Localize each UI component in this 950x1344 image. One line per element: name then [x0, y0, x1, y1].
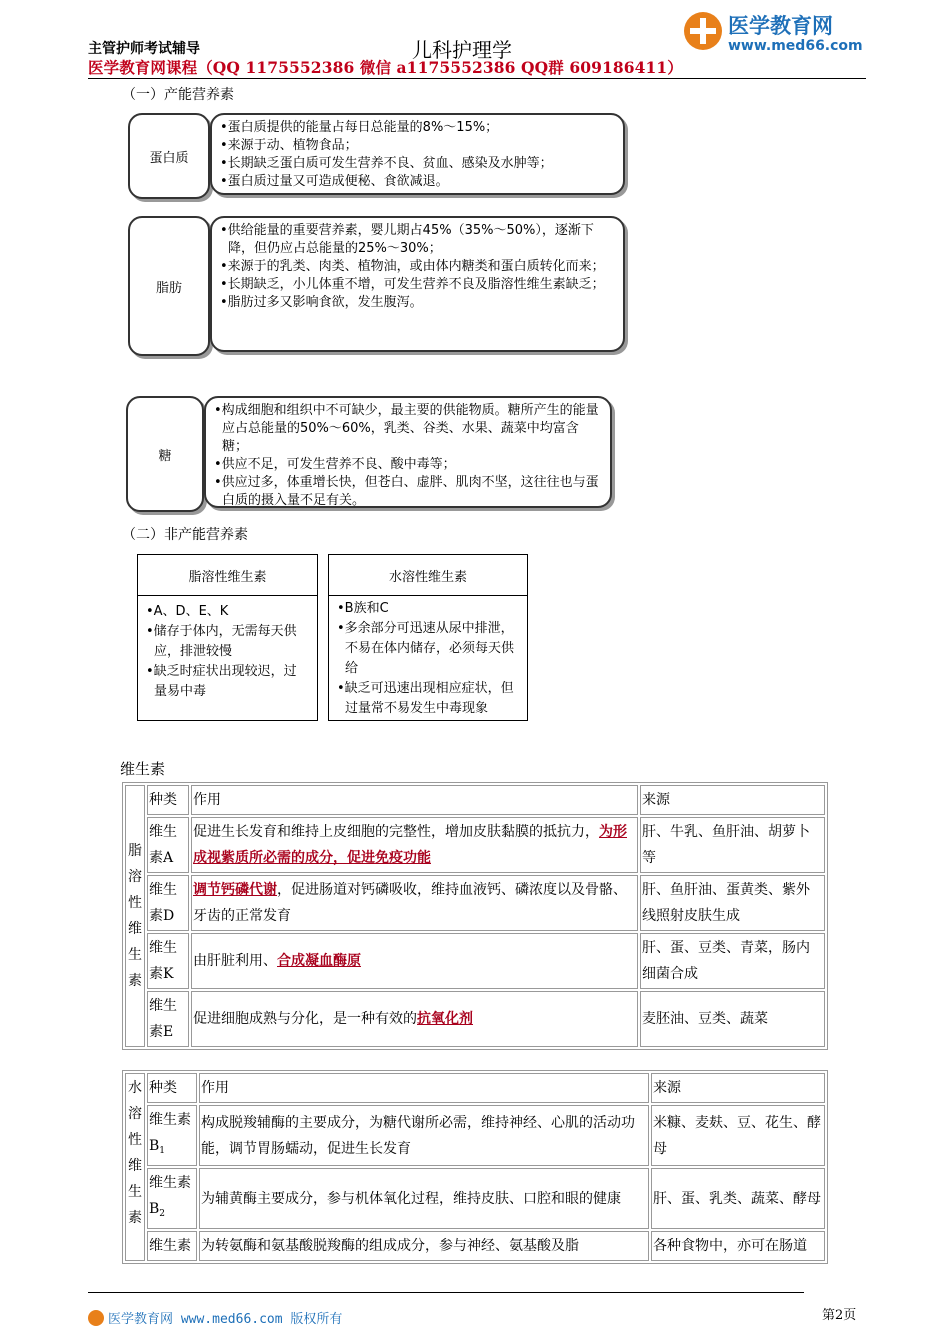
- vitamin-source: 肝、蛋、乳类、蔬菜、酵母: [651, 1168, 825, 1229]
- footer-copyright[interactable]: [88, 1308, 342, 1327]
- vitamin-source: 肝、蛋、豆类、青菜，肠内细菌合成: [640, 933, 825, 989]
- vitamin-subscript: 2: [159, 1209, 166, 1219]
- fat-soluble-table: [122, 782, 828, 1050]
- vitamin-effect: 为转氨酶和氨基酸脱羧酶的组成成分，参与神经、氨基酸及脂: [199, 1231, 649, 1261]
- fat-content: [210, 216, 625, 352]
- sugar-content: [204, 396, 612, 508]
- vitamin-name: 维生素A: [147, 817, 189, 873]
- site-logo[interactable]: [684, 10, 864, 56]
- vitamin-name: 维生素: [147, 1231, 197, 1261]
- vitamin-effect: [191, 991, 638, 1047]
- vitamin-label: 维生素: [120, 760, 166, 778]
- fat-soluble-line: •缺乏时症状出现较迟，过量易中毒: [146, 664, 297, 699]
- water-soluble-title: 水溶性维生素: [329, 555, 527, 596]
- protein-label: 蛋白质: [128, 113, 210, 199]
- vitamin-source: 麦胚油、豆类、蔬菜: [640, 991, 825, 1047]
- fat-soluble-box: [137, 554, 318, 721]
- water-soluble-table: [122, 1070, 828, 1264]
- footer-logo-icon: [88, 1310, 104, 1326]
- vitamin-name: 维生素E: [147, 991, 189, 1047]
- vitamin-name-text: 维生素: [149, 1175, 191, 1191]
- protein-line: •蛋白质提供的能量占每日总能量的8%～15%；: [220, 120, 499, 135]
- vitamin-effect: [191, 875, 638, 931]
- effect-highlight: 调节钙磷代谢: [193, 882, 277, 898]
- protein-content: [210, 113, 625, 195]
- group-cell: 水溶性维生素: [125, 1073, 145, 1261]
- footer-divider: [88, 1292, 804, 1293]
- table-row: [125, 1073, 825, 1103]
- sugar-label: 糖: [126, 396, 204, 512]
- vitamin-effect: 构成脱羧辅酶的主要成分，为糖代谢所必需，维持神经、心肌的活动功能，调节胃肠蠕动，促进生长发育: [199, 1105, 649, 1166]
- section1-title: （一）产能营养素: [122, 87, 234, 103]
- header-cell: 来源: [651, 1073, 825, 1103]
- course-title: 儿科护理学: [412, 38, 512, 62]
- effect-highlight: 抗氧化剂: [417, 1011, 473, 1027]
- protein-line: •蛋白质过量又可造成便秘、食欲减退。: [220, 174, 449, 189]
- sugar-line: •供应不足，可发生营养不良、酸中毒等；: [214, 457, 456, 472]
- header-cell: 作用: [199, 1073, 649, 1103]
- section2-title: （二）非产能营养素: [122, 527, 248, 543]
- table-row: [125, 991, 825, 1047]
- fat-line: •长期缺乏，小儿体重不增，可发生营养不良及脂溶性维生素缺乏；: [220, 277, 605, 292]
- table-row: [125, 933, 825, 989]
- table-row: [125, 875, 825, 931]
- fat-soluble-title: 脂溶性维生素: [138, 555, 317, 596]
- logo-name: 医学教育网: [728, 14, 833, 38]
- vitamin-source: 米糠、麦麸、豆、花生、酵母: [651, 1105, 825, 1166]
- effect-text: 促进细胞成熟与分化，是一种有效的: [193, 1011, 417, 1027]
- table-row: [125, 785, 825, 815]
- page-number: 第2页: [822, 1308, 857, 1323]
- water-soluble-box: [328, 554, 528, 721]
- vitamin-source: 肝、鱼肝油、蛋黄类、紫外线照射皮肤生成: [640, 875, 825, 931]
- group-cell: 脂溶性维生素: [125, 785, 145, 1047]
- protein-line: •来源于动、植物食品；: [220, 138, 358, 153]
- effect-highlight: 合成凝血酶原: [277, 953, 361, 969]
- contact-line: 医学教育网课程（QQ 1175552386 微信 a1175552386 QQ群 609186411）: [88, 58, 683, 77]
- effect-text: ，促进肠道对钙磷吸收，维持血液钙、磷浓度以及骨骼、牙齿的正常发育: [193, 882, 627, 924]
- vitamin-effect: [191, 817, 638, 873]
- header-cell: 种类: [147, 785, 189, 815]
- header-cell: 作用: [191, 785, 638, 815]
- water-soluble-line: •多余部分可迅速从尿中排泄，不易在体内储存，必须每天供给: [337, 621, 515, 676]
- logo-url: www.med66.com: [728, 38, 863, 54]
- table-row: [125, 817, 825, 873]
- protein-line: •长期缺乏蛋白质可发生营养不良、贫血、感染及水肿等；: [220, 156, 553, 171]
- table-row: [125, 1168, 825, 1229]
- vitamin-effect: [191, 933, 638, 989]
- vitamin-source: 肝、牛乳、鱼肝油、胡萝卜等: [640, 817, 825, 873]
- water-soluble-line: •缺乏可迅速出现相应症状，但过量常不易发生中毒现象: [337, 681, 514, 716]
- fat-line: •供给能量的重要营养素，婴儿期占45%（35%～50%），逐渐下降，但仍应占总能量的25%～30%；: [220, 223, 594, 256]
- table-row: [125, 1231, 825, 1261]
- header-left-title: 主管护师考试辅导: [88, 41, 200, 57]
- effect-text: 由肝脏利用、: [193, 953, 277, 969]
- header-divider: [88, 78, 866, 79]
- vitamin-name: 维生素D: [147, 875, 189, 931]
- effect-highlight: 为形成视紫质所必需的成分，促进免疫功能: [193, 824, 627, 866]
- vitamin-name: 维生素K: [147, 933, 189, 989]
- fat-label: 脂肪: [128, 216, 210, 356]
- vitamin-subscript: 1: [159, 1146, 166, 1156]
- logo-cross-icon: [684, 12, 722, 50]
- effect-text: 促进生长发育和维持上皮细胞的完整性，增加皮肤黏膜的抵抗力，: [193, 824, 599, 840]
- vitamin-name-text: 维生素: [149, 1112, 191, 1128]
- vitamin-name: 维生素$B_1$: [147, 1105, 197, 1166]
- fat-line: •脂肪过多又影响食欲，发生腹泻。: [220, 295, 423, 310]
- sugar-line: •构成细胞和组织中不可缺少，最主要的供能物质。糖所产生的能量应占总能量的50%～60%，乳类、谷类、水果、蔬菜中均富含糖；: [214, 403, 599, 454]
- table-row: [125, 1105, 825, 1166]
- fat-line: •来源于的乳类、肉类、植物油，或由体内糖类和蛋白质转化而来；: [220, 259, 605, 274]
- fat-soluble-line: •储存于体内，无需每天供应，排泄较慢: [146, 624, 297, 659]
- vitamin-name: 维生素$B_2$: [147, 1168, 197, 1229]
- header-cell: 种类: [147, 1073, 197, 1103]
- water-soluble-line: •B族和C: [337, 601, 389, 616]
- vitamin-source: 各种食物中，亦可在肠道: [651, 1231, 825, 1261]
- header-cell: 来源: [640, 785, 825, 815]
- sugar-line: •供应过多，体重增长快，但苍白、虚胖、肌肉不坚，这往往也与蛋白质的摄入量不足有关。: [214, 475, 599, 508]
- footer-text: 医学教育网 www.med66.com 版权所有: [108, 1312, 343, 1327]
- vitamin-effect: 为辅黄酶主要成分，参与机体氧化过程，维持皮肤、口腔和眼的健康: [199, 1168, 649, 1229]
- fat-soluble-line: •A、D、E、K: [146, 604, 229, 619]
